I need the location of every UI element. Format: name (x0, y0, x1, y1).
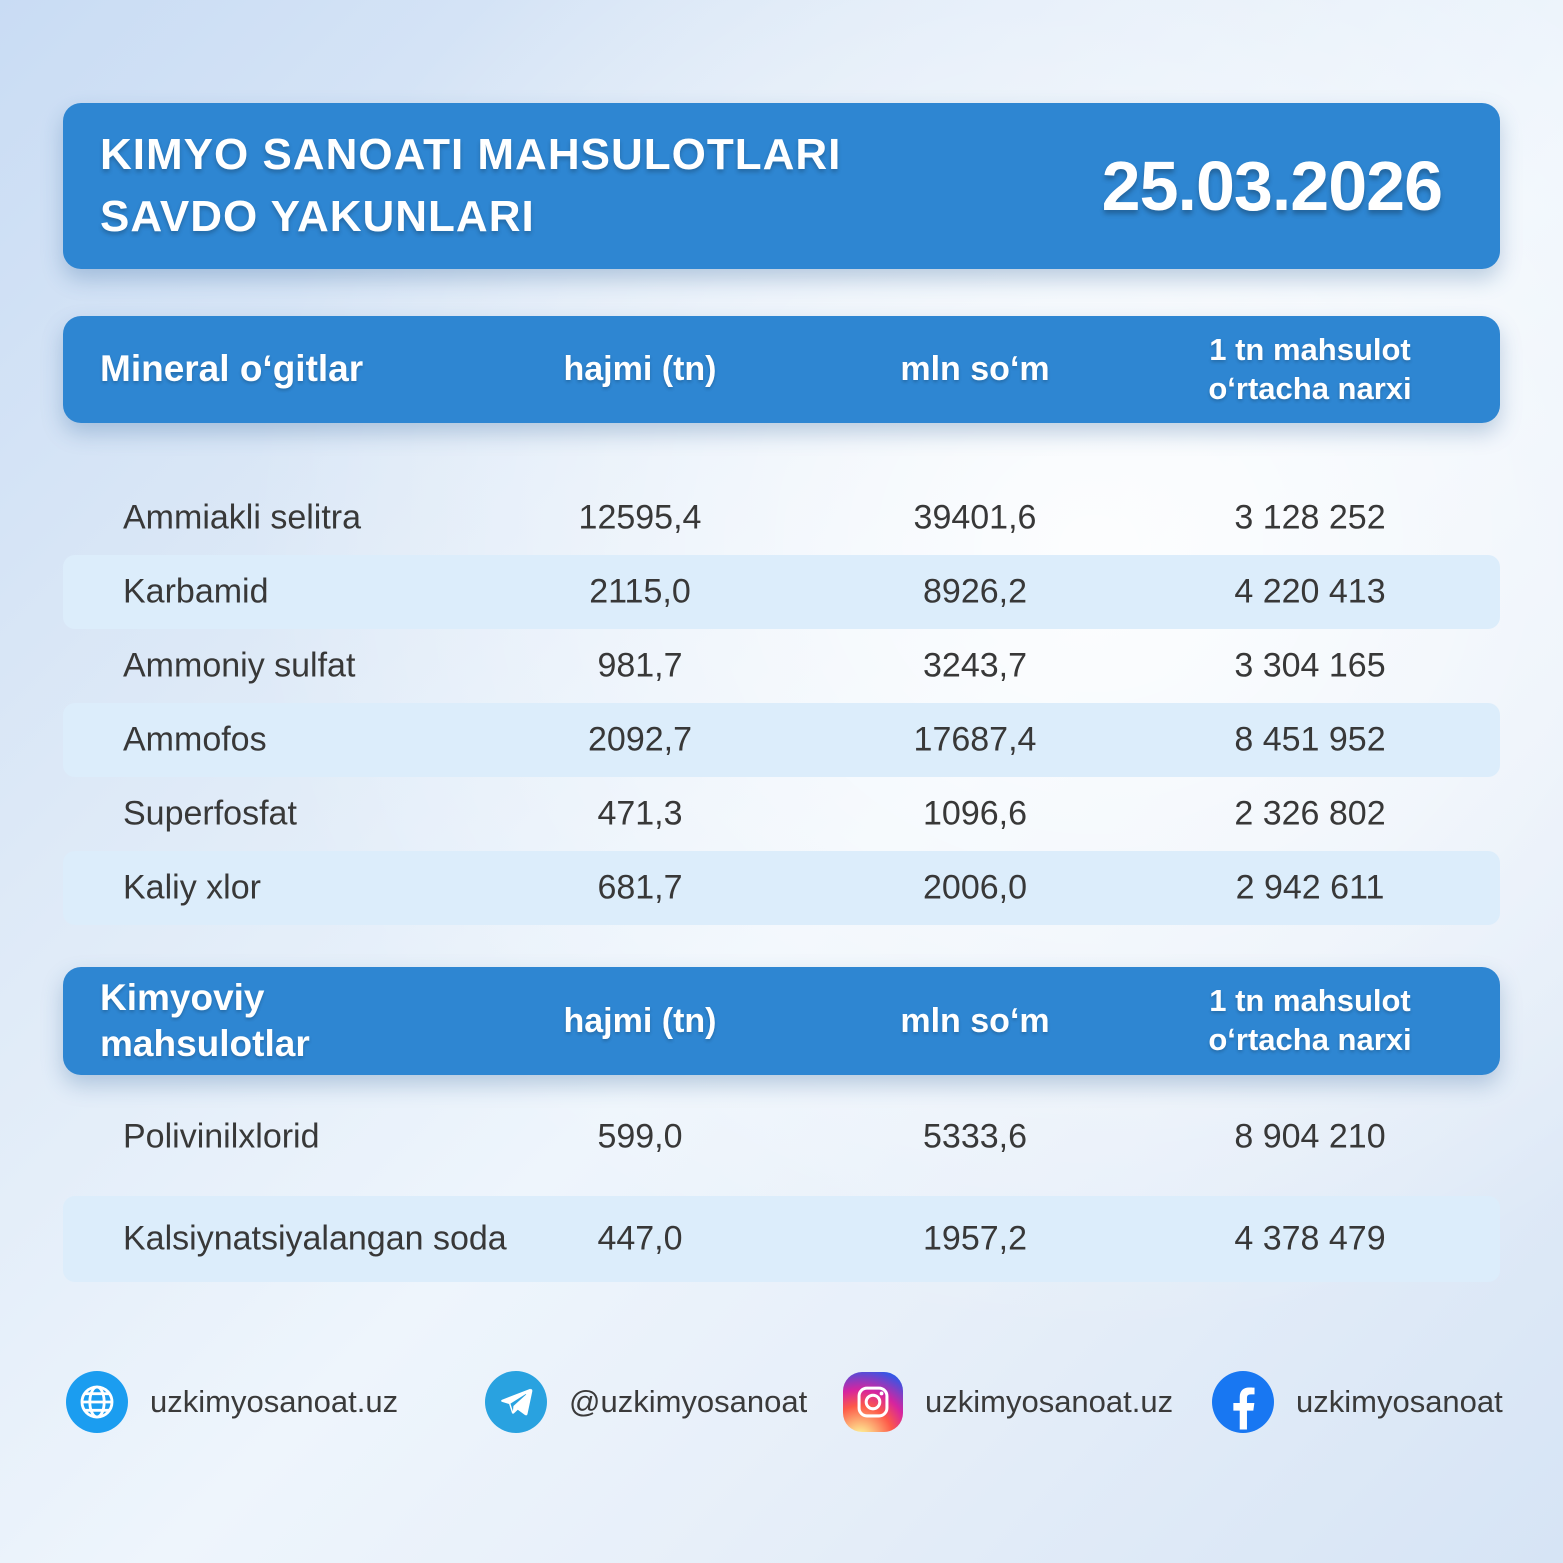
mln-som-value: 5333,6 (923, 1117, 1027, 1156)
product-name: Superfosfat (123, 794, 297, 833)
product-name: Kalsiynatsiyalangan soda (123, 1219, 507, 1258)
table-row-kalsiynatsiyalangan-soda (63, 1196, 1500, 1282)
footer-link-telegram[interactable] (485, 1371, 807, 1433)
table-row-kaliy-xlor (63, 851, 1500, 925)
globe-icon (66, 1371, 128, 1433)
table1-col-mln-som: mln soʻm (900, 350, 1050, 388)
report-date: 25.03.2026 (1101, 147, 1442, 225)
table2-header (63, 967, 1500, 1075)
narx-value: 8 451 952 (1234, 720, 1386, 759)
narx-value: 3 128 252 (1234, 498, 1386, 537)
hajmi-value: 2115,0 (589, 572, 691, 611)
hajmi-value: 981,7 (597, 646, 683, 685)
header-card (63, 103, 1500, 269)
page-title (100, 124, 841, 248)
mln-som-value: 1957,2 (923, 1219, 1027, 1258)
mln-som-value: 39401,6 (913, 498, 1037, 537)
mln-som-value: 3243,7 (923, 646, 1027, 685)
hajmi-value: 2092,7 (588, 720, 692, 759)
table-row-karbamid (63, 555, 1500, 629)
table2-col-narx: 1 tn mahsulot oʻrtacha narxi (1208, 983, 1412, 1057)
product-name: Ammiakli selitra (123, 498, 362, 537)
table-row-polivinilxlorid (63, 1100, 1500, 1174)
hajmi-value: 681,7 (597, 868, 683, 907)
hajmi-value: 447,0 (597, 1219, 683, 1258)
instagram-label: uzkimyosanoat.uz (925, 1384, 1174, 1419)
table-row-ammoniy-sulfat (63, 629, 1500, 703)
mln-som-value: 2006,0 (923, 868, 1027, 907)
telegram-label: @uzkimyosanoat (569, 1384, 808, 1419)
footer-link-facebook[interactable] (1212, 1371, 1503, 1433)
narx-value: 4 220 413 (1234, 572, 1386, 611)
facebook-icon (1212, 1371, 1274, 1433)
narx-value: 3 304 165 (1234, 646, 1386, 685)
mln-som-value: 8926,2 (923, 572, 1027, 611)
narx-value: 2 942 611 (1235, 868, 1385, 907)
product-name: Ammoniy sulfat (123, 646, 356, 685)
page-title-line2: SAVDO YAKUNLARI (100, 192, 535, 241)
table1-title: Mineral oʻgitlar (100, 348, 364, 390)
table2-col-hajmi: hajmi (tn) (563, 1001, 717, 1040)
table1-body (63, 481, 1500, 925)
table1-header (63, 316, 1500, 423)
product-name: Karbamid (123, 572, 269, 611)
hajmi-value: 471,3 (597, 794, 683, 833)
narx-value: 2 326 802 (1234, 794, 1386, 833)
table2-body (63, 1100, 1500, 1282)
table2-title: Kimyoviy mahsulotlar (100, 976, 310, 1064)
footer-link-website[interactable] (66, 1371, 398, 1433)
footer-link-instagram[interactable] (843, 1371, 1173, 1433)
table2-col-mln-som: mln soʻm (900, 1001, 1050, 1040)
telegram-icon (485, 1371, 547, 1433)
table-row-ammofos (63, 703, 1500, 777)
website-label: uzkimyosanoat.uz (150, 1384, 399, 1419)
narx-value: 8 904 210 (1234, 1117, 1386, 1156)
mln-som-value: 17687,4 (913, 720, 1037, 759)
narx-value: 4 378 479 (1234, 1219, 1386, 1258)
product-name: Ammofos (123, 720, 267, 759)
instagram-icon (843, 1372, 903, 1432)
table1-col-hajmi: hajmi (tn) (563, 350, 717, 388)
table-row-ammiakli-selitra (63, 481, 1500, 555)
hajmi-value: 599,0 (597, 1117, 683, 1156)
page-title-line1: KIMYO SANOATI MAHSULOTLARI (100, 130, 842, 179)
table-row-superfosfat (63, 777, 1500, 851)
product-name: Polivinilxlorid (123, 1117, 320, 1156)
table1-col-narx: 1 tn mahsulot oʻrtacha narxi (1208, 331, 1412, 406)
hajmi-value: 12595,4 (578, 498, 702, 537)
product-name: Kaliy xlor (123, 868, 261, 907)
mln-som-value: 1096,6 (923, 794, 1027, 833)
facebook-label: uzkimyosanoat (1296, 1384, 1503, 1419)
